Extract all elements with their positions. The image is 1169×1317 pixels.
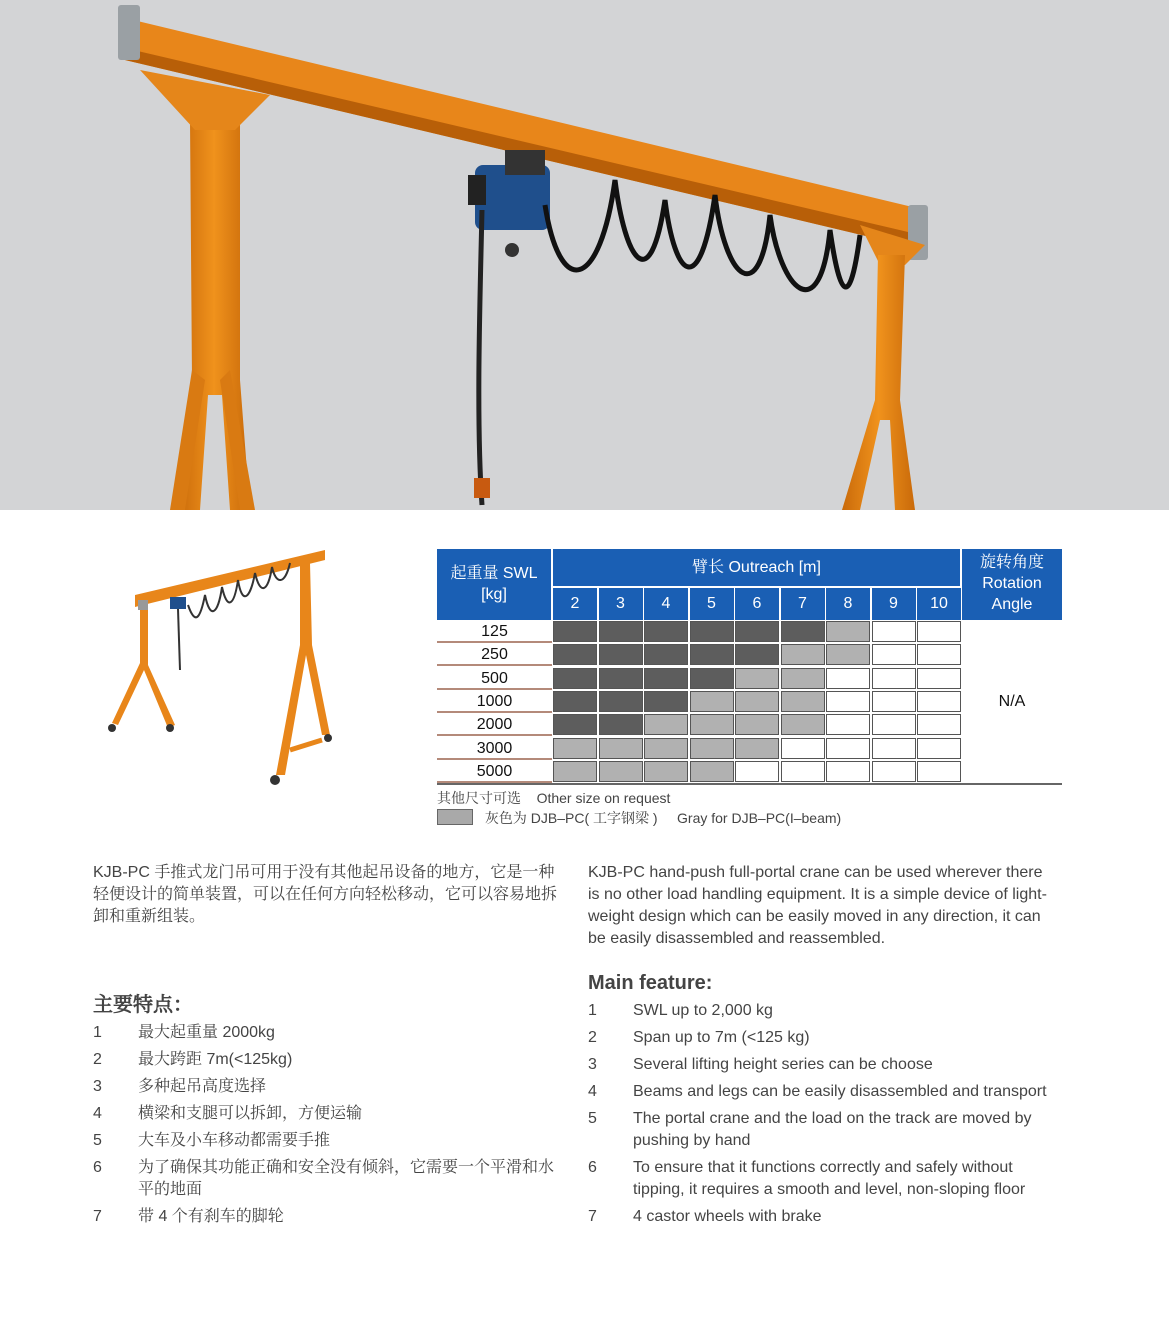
feature-number: 5 [93,1132,102,1149]
feature-text: Several lifting height series can be choose [633,1056,933,1073]
feature-text: Span up to 7m (<125 kg) [633,1029,810,1046]
feature-item [93,1022,568,1044]
availability-cell [553,644,597,665]
availability-cell [872,644,916,665]
feature-number: 4 [93,1105,102,1122]
availability-cell [781,714,825,735]
feature-text: 多种起吊高度选择 [138,1078,267,1095]
availability-cell [735,691,779,712]
availability-cell [553,668,597,689]
availability-cell [826,761,870,782]
english-column [588,862,1058,1233]
hero-crane-photo [0,0,1169,510]
swl-value: 5000 [437,760,552,783]
availability-cell [735,714,779,735]
outreach-col-header: 9 [872,588,916,620]
availability-cell [872,761,916,782]
availability-cell [917,691,961,712]
swl-value: 2000 [437,713,552,736]
en-intro: KJB-PC hand-push full-portal crane can be used wherever there is no other load handling equipment. It is a simple device of light-weight design which can be easily moved in any direction, it can be easily disassembled and reassembled. [588,864,1047,947]
feature-text: 最大跨距 7m(<125kg) [138,1051,293,1068]
feature-item [93,1130,568,1152]
availability-cell [917,621,961,642]
availability-cell [644,738,688,759]
feature-item [93,1103,568,1125]
swl-value: 500 [437,667,552,690]
rotation-header-en2: Angle [991,596,1033,613]
availability-cell [735,761,779,782]
availability-cell [781,644,825,665]
feature-item [588,1157,1058,1201]
cn-intro: KJB-PC 手推式龙门吊可用于没有其他起吊设备的地方，它是一种轻便设计的简单装置，可以在任何方向轻松移动，它可以容易地拆卸和重新组装。 [93,864,558,925]
table-row [437,713,1062,736]
feature-text: SWL up to 2,000 kg [633,1002,773,1019]
swl-value: 3000 [437,737,552,760]
availability-cell [553,691,597,712]
availability-cell [690,644,734,665]
outreach-col-header: 7 [781,588,825,620]
feature-number: 3 [93,1078,102,1095]
outreach-col-header: 8 [826,588,870,620]
availability-cell [599,668,643,689]
cn-feature-list [93,1022,568,1228]
availability-cell [826,714,870,735]
rotation-header-cn: 旋转角度 [979,554,1044,571]
feature-item [588,1000,1058,1022]
availability-cell [872,714,916,735]
availability-cell [917,761,961,782]
availability-cell [735,621,779,642]
outreach-col-header: 6 [735,588,779,620]
feature-item [93,1157,568,1201]
availability-cell [872,621,916,642]
crane-illustration [0,0,1169,510]
availability-cell [644,668,688,689]
availability-cell [735,668,779,689]
feature-text: 带 4 个有刹车的脚轮 [138,1208,284,1225]
table-row [437,690,1062,713]
feature-text: Beams and legs can be easily disassembled and transport [633,1083,1047,1100]
availability-cell [735,644,779,665]
feature-number: 6 [588,1159,597,1176]
availability-cell [690,621,734,642]
availability-cell [644,691,688,712]
feature-text: 大车及小车移动都需要手推 [138,1132,331,1149]
availability-cell [599,714,643,735]
table-body [437,620,1062,783]
table-header [437,549,1062,620]
feature-item [93,1206,568,1228]
note-other-size-en: Other size on request [536,790,671,806]
availability-cell [644,761,688,782]
crane-thumbnail [100,545,340,790]
availability-cell [599,691,643,712]
feature-item [93,1076,568,1098]
outreach-col-header: 5 [690,588,734,620]
availability-cell [917,668,961,689]
availability-cell [690,668,734,689]
rotation-header-en1: Rotation [982,575,1042,592]
availability-cell [599,621,643,642]
feature-number: 1 [588,1002,597,1019]
table-row [437,620,1062,643]
feature-number: 5 [588,1110,597,1127]
availability-cell [826,644,870,665]
feature-item [588,1081,1058,1103]
cn-feature-heading: 主要特点： [93,994,193,1016]
feature-item [588,1108,1058,1152]
table-notes [437,788,841,828]
availability-cell [872,738,916,759]
availability-cell [599,644,643,665]
feature-text: 横梁和支腿可以拆卸，方便运输 [138,1105,363,1122]
availability-cell [781,621,825,642]
outreach-col-header: 2 [553,588,597,620]
note-gray-cn: 灰色为 DJB–PC( 工字钢梁 ) [484,810,658,826]
feature-number: 1 [93,1024,102,1041]
en-feature-list [588,1000,1058,1228]
outreach-col-header: 10 [917,588,961,620]
spec-table [437,549,1062,785]
note-gray-en: Gray for DJB–PC(I–beam) [677,810,842,826]
feature-item [588,1027,1058,1049]
availability-cell [781,738,825,759]
swl-header-label: 起重量 SWL [450,565,538,582]
availability-cell [690,738,734,759]
swl-value: 125 [437,620,552,643]
feature-number: 7 [588,1208,597,1225]
availability-cell [917,714,961,735]
outreach-col-header: 3 [599,588,643,620]
feature-item [588,1054,1058,1076]
availability-cell [553,714,597,735]
availability-cell [553,738,597,759]
feature-number: 2 [588,1029,597,1046]
availability-cell [826,668,870,689]
availability-cell [826,691,870,712]
availability-cell [599,761,643,782]
table-row [437,760,1062,783]
feature-text: The portal crane and the load on the track are moved by pushing by hand [633,1110,1032,1149]
availability-cell [735,738,779,759]
swl-value: 250 [437,643,552,666]
right-leg [842,255,915,510]
availability-cell [690,714,734,735]
availability-cell [917,644,961,665]
outreach-col-header: 4 [644,588,688,620]
feature-text: To ensure that it functions correctly and safely without tipping, it requires a smooth and level, non-sloping floor [633,1159,1026,1198]
rotation-header [962,549,1062,620]
availability-cell [644,714,688,735]
table-row [437,737,1062,760]
availability-cell [599,738,643,759]
availability-cell [781,761,825,782]
swl-header [437,549,551,620]
availability-cell [872,668,916,689]
availability-cell [644,621,688,642]
table-row [437,643,1062,666]
feature-number: 7 [93,1208,102,1225]
availability-cell [553,621,597,642]
availability-cell [826,621,870,642]
availability-cell [781,668,825,689]
note-other-size [437,788,841,808]
feature-item [588,1206,1058,1228]
feature-text: 4 castor wheels with brake [633,1208,822,1225]
availability-cell [690,691,734,712]
feature-text: 为了确保其功能正确和安全没有倾斜，它需要一个平滑和水平的地面 [138,1159,555,1198]
note-gray [437,808,841,828]
availability-cell [917,738,961,759]
feature-number: 2 [93,1051,102,1068]
availability-cell [553,761,597,782]
availability-cell [872,691,916,712]
outreach-header: 臂长 Outreach [m] [553,549,960,586]
feature-text: 最大起重量 2000kg [138,1024,275,1041]
feature-number: 3 [588,1056,597,1073]
note-other-size-cn: 其他尺寸可选 [437,790,521,806]
availability-cell [826,738,870,759]
chinese-column [93,862,568,1233]
availability-cell [781,691,825,712]
feature-number: 4 [588,1083,597,1100]
rotation-value: N/A [998,692,1026,710]
en-feature-heading: Main feature: [588,972,713,994]
swl-header-unit: [kg] [481,586,507,603]
feature-item [93,1049,568,1071]
gray-swatch [437,809,473,825]
feature-number: 6 [93,1159,102,1176]
table-row [437,667,1062,690]
availability-cell [644,644,688,665]
swl-value: 1000 [437,690,552,713]
availability-cell [690,761,734,782]
